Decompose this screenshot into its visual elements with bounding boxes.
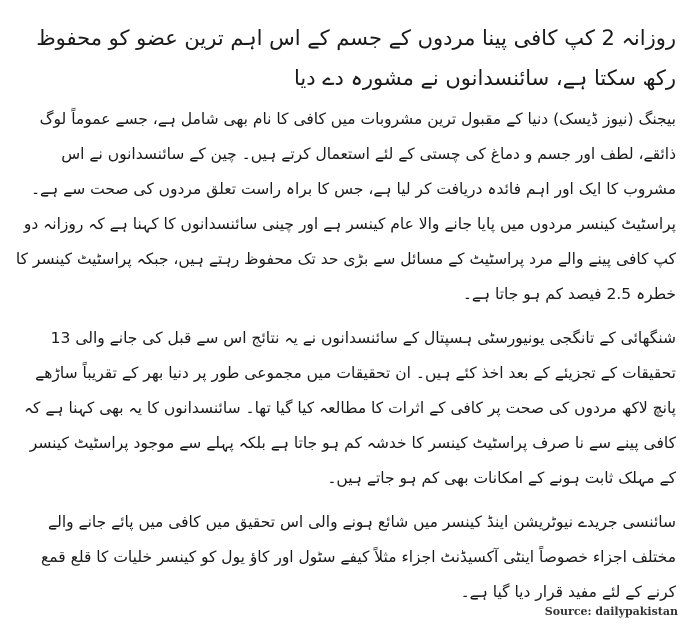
- article-paragraph-research: شنگھائی کے تانگجی یونیورسٹی ہسپتال کے سائنسدانوں نے یہ نتائج اس سے قبل کی جانے والی 13 تحقیقات کے تجزیئے کے بعد اخذ کئے ہیں۔ ان تحقیقات میں مجموعی طور پر دنیا بھر کے تقریباً ساڑھے پانچ لاکھ مردوں کی صحت پر کافی کے اثرات کا مطالعہ کیا گیا تھا۔ سائنسدانوں کا یہ بھی کہنا ہے کہ کافی پینے سے نا صرف پراسٹیٹ کینسر کا خدشہ کم ہو جاتا ہے بلکہ پہلے سے موجود پراسٹیٹ کینسر کے مہلک ثابت ہونے کے امکانات بھی کم ہو جاتے ہیں۔: [23, 329, 676, 487]
- article-headline: روزانہ 2 کپ کافی پینا مردوں کے جسم کے اس اہم ترین عضو کو محفوظ رکھ سکتا ہے، سائنسدانوں نے مشورہ دے دیا: [36, 26, 676, 90]
- article-paragraph-intro: بیجنگ (نیوز ڈیسک) دنیا کے مقبول ترین مشروبات میں کافی کا نام بھی شامل ہے، جسے عموماً لوگ ذائقے، لطف اور جسم و دماغ کی چستی کے لئے استعمال کرتے ہیں۔ چین کے سائنسدانوں نے اس مشروب کا ایک اور اہم فائدہ دریافت کر لیا ہے، جس کا براہ راست تعلق مردوں کی صحت سے ہے۔ پراسٹیٹ کینسر مردوں میں پایا جانے والا عام کینسر ہے اور چینی سائنسدانوں کا کہنا ہے کہ روزانہ دو کپ کافی پینے والے مرد پراسٹیٹ کے مسائل سے بڑی حد تک محفوظ رہتے ہیں، جبکہ پراسٹیٹ کینسر کا خطرہ 2.5 فیصد کم ہو جاتا ہے۔: [15, 110, 676, 303]
- source-credit: Source: dailypakistan: [544, 605, 678, 618]
- article-paragraph-journal: سائنسی جریدے نیوٹریشن اینڈ کینسر میں شائع ہونے والی اس تحقیق میں کافی میں پائے جانے والے مختلف اجزاء خصوصاً اینٹی آکسیڈنٹ اجزاء مثلاً کیفے سٹول اور کاؤ یول کو کینسر خلیات کا قلع قمع کرنے کے لئے مفید قرار دیا گیا ہے۔: [41, 513, 676, 601]
